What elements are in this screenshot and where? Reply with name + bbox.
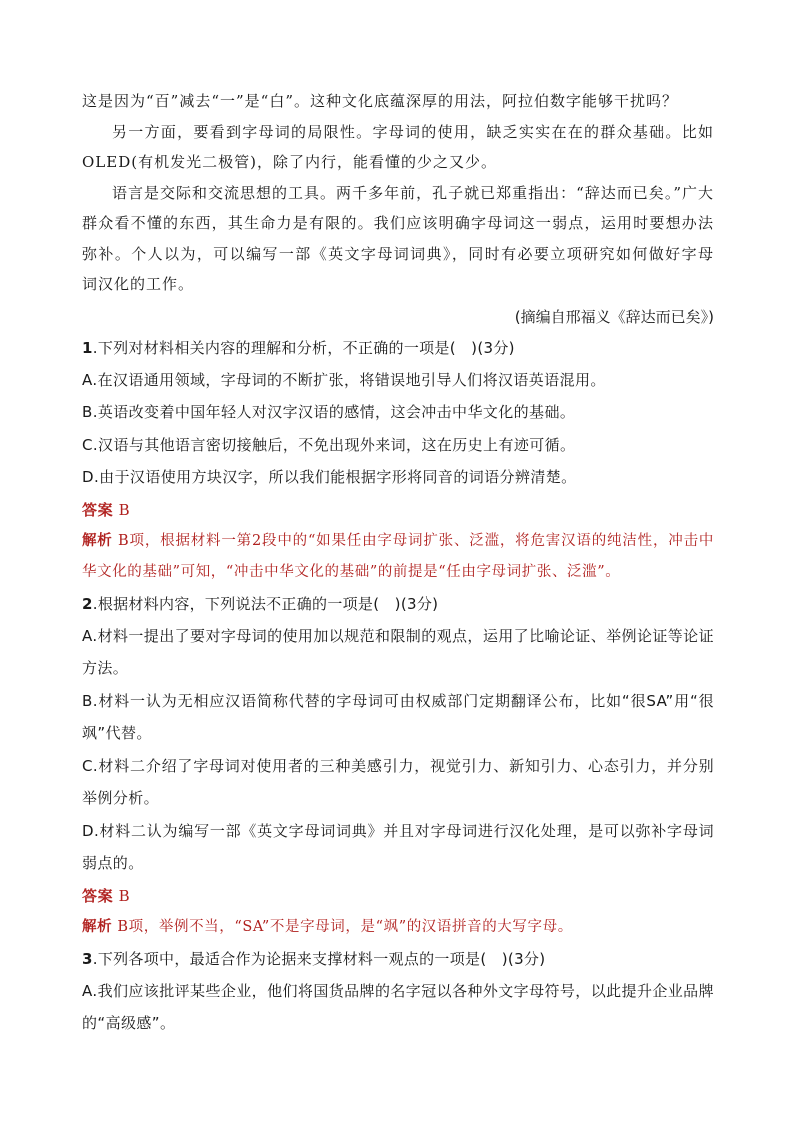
explanation-label: 解析 (82, 918, 113, 935)
passage-paragraph-1: 这是因为“百”减去“一”是“白”。这种文化底蕴深厚的用法，阿拉伯数字能够干扰吗？ (82, 92, 679, 110)
question-1-explanation (82, 526, 714, 588)
question-2-option-d: D.材料二认为编写一部《英文字母词词典》并且对字母词进行汉化处理，是可以弥补字母词弱点的。 (82, 821, 714, 872)
question-1-option-a: A.在汉语通用领域，字母词的不断扩张，将错误地引导人们将汉语英语混用。 (82, 370, 606, 389)
question-2-explanation (82, 912, 714, 943)
question-2-option-c: C.材料二介绍了字母词对使用者的三种美感引力，视觉引力、新知引力、心态引力，并分别举例分析。 (82, 756, 714, 807)
question-3-number: 3 (82, 949, 93, 968)
question-1-option-b: B.英语改变着中国年轻人对汉字汉语的感情，这会冲击中华文化的基础。 (82, 403, 576, 421)
question-3-option-a: A.我们应该批评某些企业，他们将国货品牌的名字冠以各种外文字母符号，以此提升企业品牌的“高级感”。 (82, 981, 714, 1032)
question-2-option-b: B.材料一认为无相应汉语简称代替的字母词可由权威部门定期翻译公布，比如“很SA”用“很飒”代替。 (82, 691, 714, 742)
question-3-stem (82, 943, 714, 975)
explanation-text: B项，根据材料一第2段中的“如果任由字母词扩张、泛滥，将危害汉语的纯洁性，冲击中华文化的基础”可知，“冲击中华文化的基础”的前提是“任由字母词扩张、泛滥”。 (82, 532, 714, 580)
explanation-label: 解析 (82, 532, 113, 549)
question-2-option-a: A.材料一提出了要对字母词的使用加以规范和限制的观点，运用了比喻论证、举例论证等论证方法。 (82, 626, 714, 677)
answer-label: 答案 (82, 886, 114, 905)
answer-value: B (118, 886, 131, 905)
question-2-answer (82, 880, 714, 912)
question-1-stem (82, 332, 714, 364)
passage-source: (摘编自邢福义《辞达而已矣》) (514, 307, 714, 326)
question-1-answer (82, 494, 714, 526)
question-1-option-d: D.由于汉语使用方块汉字，所以我们能根据字形将同音的词语分辨清楚。 (82, 468, 577, 486)
question-2-text: .根据材料内容，下列说法不正确的一项是( )(3分) (92, 594, 439, 613)
question-3-text: .下列各项中，最适合作为论据来支撑材料一观点的一项是( )(3分) (92, 949, 546, 968)
question-2-number: 2 (82, 594, 93, 613)
answer-value: B (118, 500, 131, 519)
question-1-text: .下列对材料相关内容的理解和分析，不正确的一项是( )(3分) (92, 338, 515, 357)
answer-label: 答案 (82, 500, 114, 519)
question-1-option-c: C.汉语与其他语言密切接触后，不免出现外来词，这在历史上有迹可循。 (82, 435, 576, 454)
question-2-stem (82, 588, 714, 620)
question-1-number: 1 (82, 338, 93, 357)
passage-paragraph-2: 另一方面，要看到字母词的局限性。字母词的使用，缺乏实实在在的群众基础。比如OLED(有机发光二极管)，除了内行，能看懂的少之又少。 (82, 122, 714, 171)
explanation-text: B项，举例不当，“SA”不是字母词，是“飒”的汉语拼音的大写字母。 (117, 918, 573, 935)
passage-paragraph-3: 语言是交际和交流思想的工具。两千多年前，孔子就已郑重指出：“辞达而已矣。”广大群众看不懂的东西，其生命力是有限的。我们应该明确字母词这一弱点，运用时要想办法弥补。个人以为，可以编写一部《英文字母词词典》，同时有必要立项研究如何做好字母词汉化的工作。 (82, 183, 714, 293)
document-content (82, 86, 714, 1040)
